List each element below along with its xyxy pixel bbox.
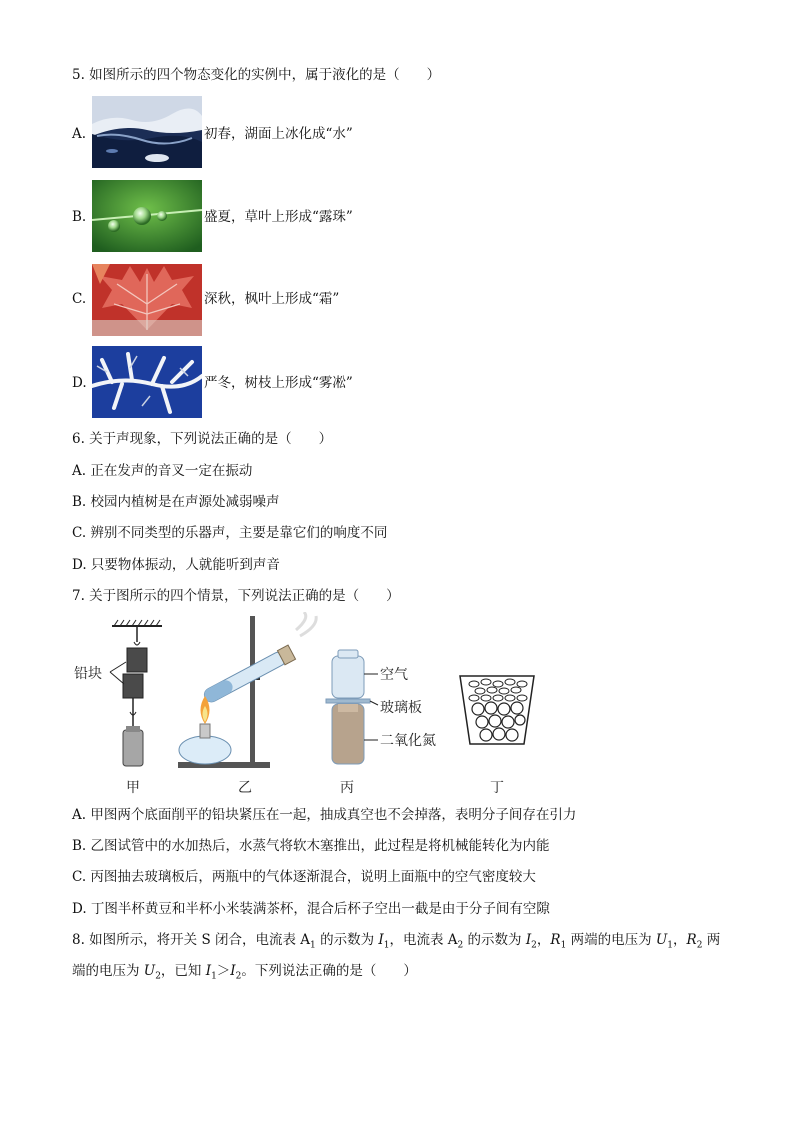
air-label: 空气 xyxy=(380,667,408,683)
lead-blocks-diagram xyxy=(74,620,162,766)
q5-option-a-letter: A. xyxy=(72,126,87,142)
q7-option-a: A. 甲图两个底面削平的铅块紧压在一起，抽成真空也不会掉落，表明分子间存在引力 xyxy=(72,807,577,823)
q7-option-b: B. 乙图试管中的水加热后，水蒸气将软木塞推出，此过程是将机械能转化为内能 xyxy=(72,838,550,854)
caption-yi: 乙 xyxy=(238,780,252,796)
q6-option-a: A. 正在发声的音叉一定在振动 xyxy=(72,463,253,479)
q6-stem: 6. 关于声现象，下列说法正确的是（ ） xyxy=(72,431,333,447)
q7-stem: 7. 关于图所示的四个情景，下列说法正确的是（ ） xyxy=(72,588,400,604)
no2-label: 二氧化氮 xyxy=(380,733,436,749)
q8-line-1: 8. 如图所示，将开关 S 闭合，电流表 $A_1$ 的示数为 $I_1$，电流表 $A_2$ 的示数为 $I_2$，$R_1$ 两端的电压为 $U_1$，$R_2$ 两 xyxy=(72,932,721,951)
lead-label: 铅块 xyxy=(74,666,102,682)
caption-ding: 丁 xyxy=(490,780,504,796)
q5-option-b-letter: B. xyxy=(72,209,87,225)
q6-option-d: D. 只要物体振动，人就能听到声音 xyxy=(72,557,280,573)
q5-stem: 5. 如图所示的四个物态变化的实例中，属于液化的是（ ） xyxy=(72,67,441,83)
q6-option-b: B. 校园内植树是在声源处减弱噪声 xyxy=(72,494,280,510)
q5-option-c-text: 深秋，枫叶上形成“霜” xyxy=(204,291,340,307)
q5-option-a-text: 初春，湖面上冰化成“水” xyxy=(204,126,353,142)
q8-line-2: 端的电压为 $U_2$，已知 $I_1>I_2$。下列说法正确的是（ ） xyxy=(72,963,417,982)
frost-maple-photo xyxy=(92,264,202,336)
q7-figure xyxy=(60,612,560,802)
q5-option-b-text: 盛夏，草叶上形成“露珠” xyxy=(204,209,353,225)
q6-option-c: C. 辨别不同类型的乐器声，主要是靠它们的响度不同 xyxy=(72,525,388,541)
test-tube-diagram xyxy=(178,612,316,768)
q5-option-d-text: 严冬，树枝上形成“雾凇” xyxy=(204,375,353,391)
dewdrop-photo xyxy=(92,180,202,252)
caption-jia: 甲 xyxy=(126,780,140,796)
glass-plate-label: 玻璃板 xyxy=(380,700,422,716)
q7-option-c: C. 丙图抽去玻璃板后，两瓶中的气体逐渐混合，说明上面瓶中的空气密度较大 xyxy=(72,869,536,885)
q7-option-d: D. 丁图半杯黄豆和半杯小米装满茶杯，混合后杯子空出一截是由于分子间有空隙 xyxy=(72,901,550,917)
ice-lake-photo xyxy=(92,96,202,168)
cup-beans-diagram xyxy=(460,676,534,744)
q5-option-c-letter: C. xyxy=(72,291,87,307)
q5-option-d-letter: D. xyxy=(72,375,87,391)
caption-bing: 丙 xyxy=(340,780,354,796)
rime-branch-photo xyxy=(92,346,202,418)
gas-jars-diagram xyxy=(326,650,436,764)
